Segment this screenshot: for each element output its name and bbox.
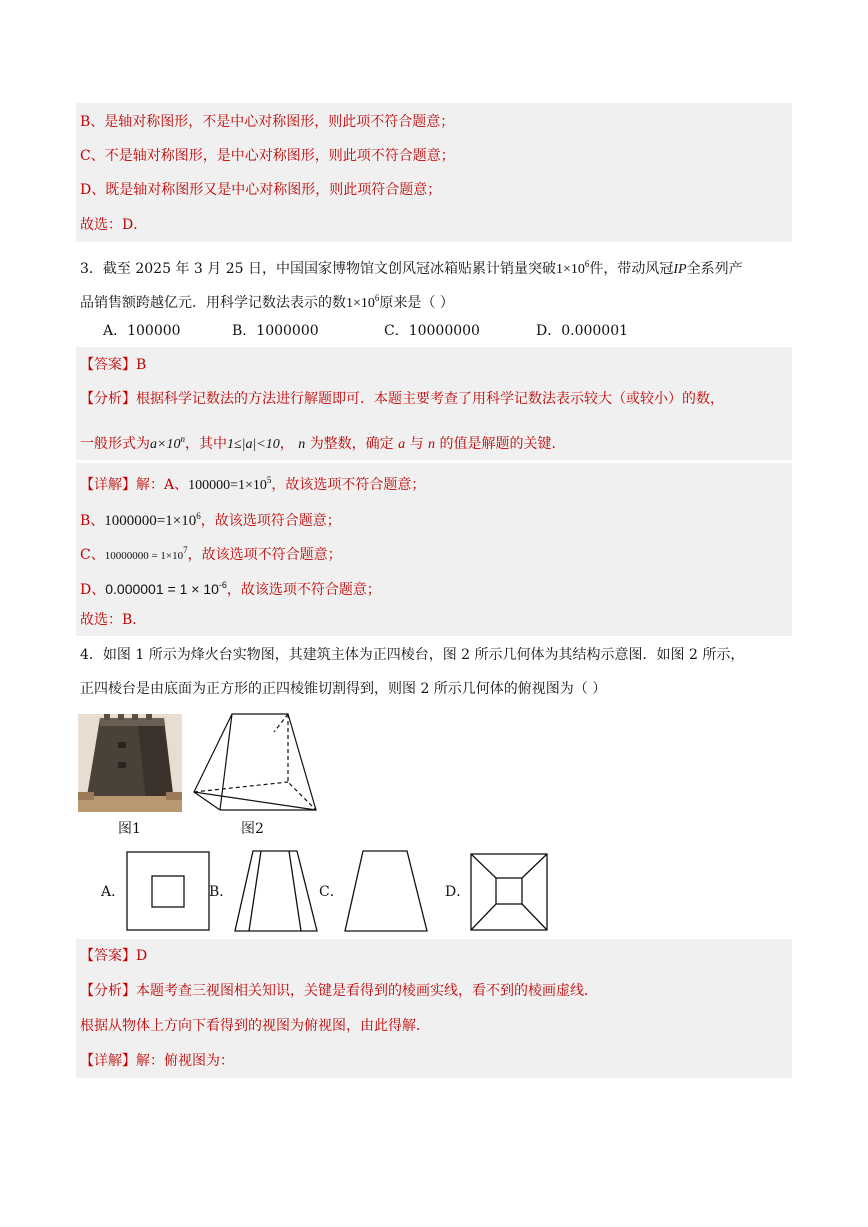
- q4-analysis-line-2: 根据从物体上方向下看得到的视图为俯视图，由此得解．: [80, 1018, 430, 1034]
- q4-option-b-figure[interactable]: [233, 849, 319, 933]
- q3-analysis-line-2: 一般形式为$a\times 10^n$，其中1≤|a|<10， n 为整数，确定 a 与 n 的值是解题的关键．: [80, 434, 566, 452]
- q2-option-c-explanation: C、不是轴对称图形，是中心对称图形，则此项不符合题意；: [80, 148, 455, 164]
- frustum-diagram: [192, 712, 318, 814]
- q3-option-b[interactable]: B．1000000: [232, 323, 319, 339]
- q3-detail-c: C、$10000000 = 1\times 10^7$，故该选项不符合题意；: [80, 545, 342, 563]
- q4-analysis-line-1: 【分析】本题考查三视图相关知识，关键是看得到的棱画实线，看不到的棱画虚线．: [80, 983, 598, 999]
- q2-option-b-explanation: B、是轴对称图形，不是中心对称图形，则此项不符合题意；: [80, 114, 455, 130]
- q3-option-c[interactable]: C．10000000: [384, 323, 480, 339]
- fig1-caption: 图1: [118, 821, 141, 837]
- q3-detail-d: D、$0.000001 = 1 \times 10^{-6}$，故该选项不符合题意；: [80, 580, 381, 598]
- q3-analysis-line-1: 【分析】根据科学记数法的方法进行解题即可．本题主要考查了用科学记数法表示较大（或较小）的数，: [80, 391, 724, 407]
- q3-detail-b: B、$1000000=1\times 10^6$，故该选项符合题意；: [80, 511, 341, 529]
- q4-answer: 【答案】D: [80, 948, 148, 964]
- q4-option-b-label[interactable]: B．: [209, 884, 234, 900]
- q4-detail: 【详解】解：俯视图为：: [80, 1053, 234, 1069]
- q4-option-a-figure[interactable]: [126, 851, 210, 931]
- q3-stem-line-1: 3．截至 2025 年 3 月 25 日，中国国家博物馆文创风冠冰箱贴累计销量突破$1\times 10^6$件，带动风冠IP全系列产: [80, 259, 743, 277]
- q3-option-d[interactable]: D．0.000001: [536, 323, 629, 339]
- q3-answer: 【答案】B: [80, 357, 147, 373]
- fig2-caption: 图2: [241, 821, 264, 837]
- q4-option-d-figure[interactable]: [470, 853, 548, 931]
- q2-option-d-explanation: D、既是轴对称图形又是中心对称图形，则此项符合题意；: [80, 182, 442, 198]
- q4-stem-line-2: 正四棱台是由底面为正方形的正四棱锥切割得到，则图 2 所示几何体的俯视图为（ ）: [80, 681, 607, 697]
- q2-conclusion: 故选：D．: [80, 217, 148, 233]
- q4-option-d-label[interactable]: D．: [445, 884, 471, 900]
- q4-stem-line-1: 4．如图 1 所示为烽火台实物图，其建筑主体为正四棱台，图 2 所示几何体为其结构示意图．如图 2 所示，: [80, 647, 745, 663]
- q4-option-a-label[interactable]: A．: [101, 884, 126, 900]
- q3-stem-line-2: 品销售额跨越亿元．用科学记数法表示的数$1\times 10^6$原来是（ ）: [80, 293, 454, 311]
- q3-detail-a: 【详解】解：A、$100000=1\times 10^5$，故该选项不符合题意；: [80, 475, 426, 493]
- q4-option-c-figure[interactable]: [343, 849, 429, 933]
- q3-detail-conclusion: 故选：B．: [80, 612, 147, 628]
- q4-option-c-label[interactable]: C．: [319, 884, 344, 900]
- q3-option-a[interactable]: A．100000: [103, 323, 181, 339]
- beacon-tower-photo: [78, 714, 182, 812]
